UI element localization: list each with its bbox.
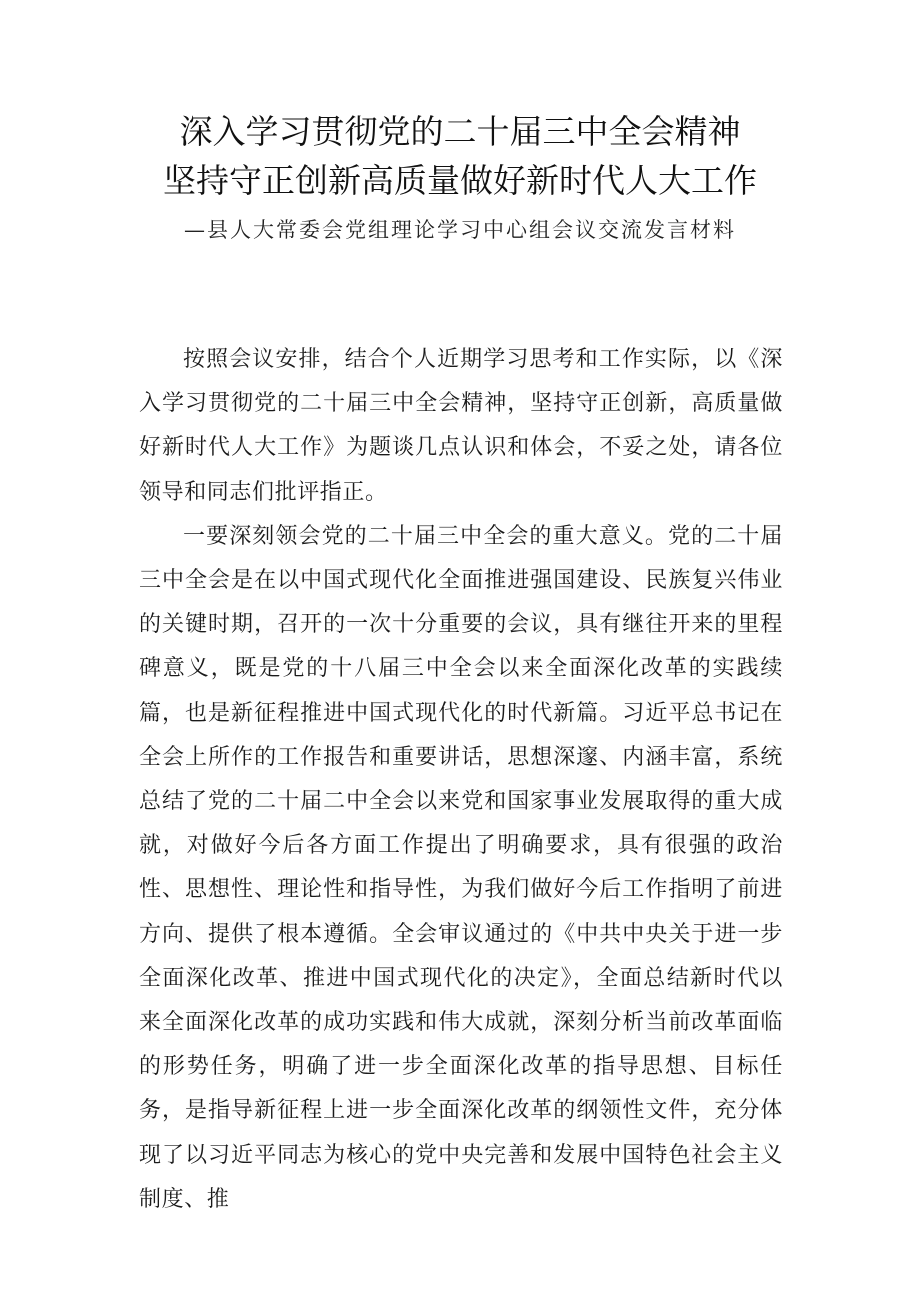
document-body (139, 338, 783, 1222)
document-title-line-2: 坚持守正创新高质量做好新时代人大工作 (163, 161, 757, 200)
document-title-line-1: 深入学习贯彻党的二十届三中全会精神 (179, 112, 741, 151)
paragraph-point-one: 一要深刻领会党的二十届三中全会的重大意义。党的二十届三中全会是在以中国式现代化全面推进强国建设、民族复兴伟业的关键时期，召开的一次十分重要的会议，具有继往开来的里程碑意义，既是党的十八届三中全会以来全面深化改革的实践续篇，也是新征程推进中国式现代化的时代新篇。习近平总书记在全会上所作的工作报告和重要讲话，思想深邃、内涵丰富，系统总结了党的二十届二中全会以来党和国家事业发展取得的重大成就，对做好今后各方面工作提出了明确要求，具有很强的政治性、思想性、理论性和指导性，为我们做好今后工作指明了前进方向、提供了根本遵循。全会审议通过的《中共中央关于进一步全面深化改革、推进中国式现代化的决定》，全面总结新时代以来全面深化改革的成功实践和伟大成就，深刻分析当前改革面临的形势任务，明确了进一步全面深化改革的指导思想、目标任务，是指导新征程上进一步全面深化改革的纲领性文件，充分体现了以习近平同志为核心的党中央完善和发展中国特色社会主义制度、推 (139, 523, 783, 1212)
paragraph-intro: 按照会议安排，结合个人近期学习思考和工作实际，以《深入学习贯彻党的二十届三中全会精神，坚持守正创新，高质量做好新时代人大工作》为题谈几点认识和体会，不妥之处，请各位领导和同志们批评指正。 (139, 347, 783, 505)
document-subtitle: —县人大常委会党组理论学习中心组会议交流发言材料 (184, 218, 736, 242)
